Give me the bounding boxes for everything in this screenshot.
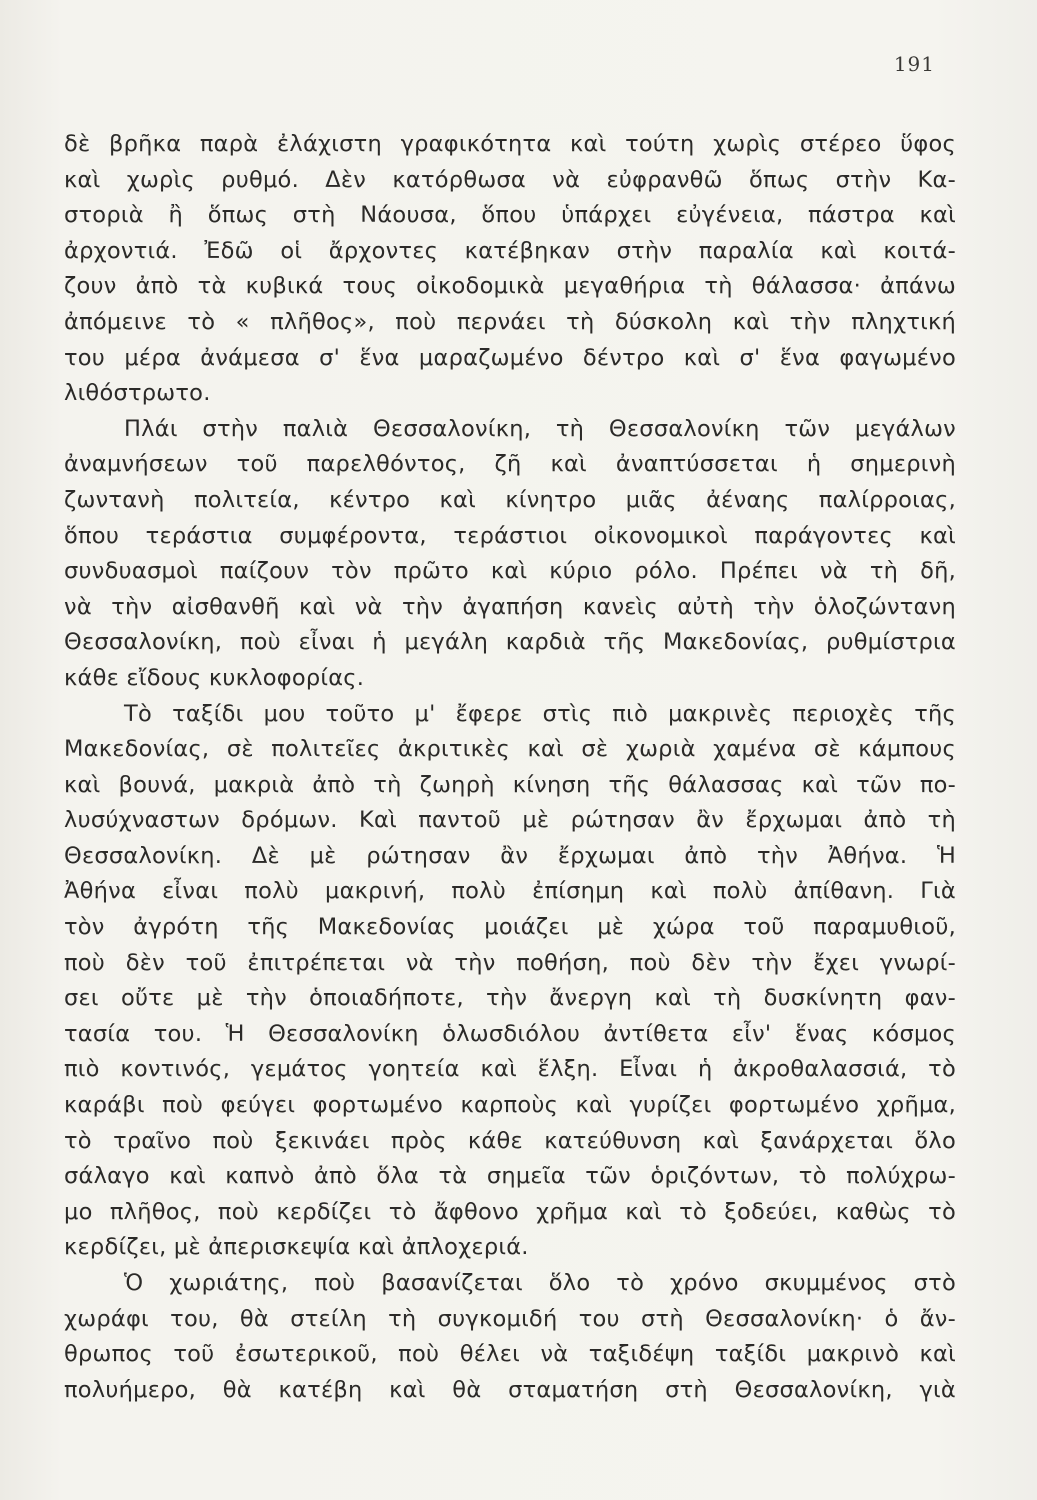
text-line: πολυήμερο, θὰ κατέβη καὶ θὰ σταματήση στὴ Θεσσαλονίκη, γιὰ: [64, 1376, 956, 1403]
text-line: Θεσσαλονίκη, ποὺ εἶναι ἡ μεγάλη καρδιὰ τῆς Μακεδονίας, ρυθμίστρια: [64, 629, 956, 656]
text-line: λιθόστρωτο.: [64, 380, 211, 407]
text-line: στοριὰ ἢ ὅπως στὴ Νάουσα, ὅπου ὑπάρχει εὐγένεια, πάστρα καὶ: [64, 202, 956, 229]
text-line: ἀρχοντιά. Ἐδῶ οἱ ἄρχοντες κατέβηκαν στὴν παραλία καὶ κοιτά-: [64, 237, 956, 264]
text-line: κάθε εἴδους κυκλοφορίας.: [64, 664, 365, 691]
text-line: θρωπος τοῦ ἐσωτερικοῦ, ποὺ θέλει νὰ ταξιδέψη ταξίδι μακρινὸ καὶ: [64, 1341, 956, 1368]
text-line: καὶ χωρὶς ρυθμό. Δὲν κατόρθωσα νὰ εὐφρανθῶ ὅπως στὴν Κα-: [64, 166, 956, 193]
text-line: ζουν ἀπὸ τὰ κυβικά τους οἰκοδομικὰ μεγαθήρια τὴ θάλασσα· ἀπάνω: [64, 273, 956, 300]
text-line: ποὺ δὲν τοῦ ἐπιτρέπεται νὰ τὴν ποθήση, ποὺ δὲν τὴν ἔχει γνωρί-: [64, 949, 956, 976]
text-line: νὰ τὴν αἰσθανθῆ καὶ νὰ τὴν ἀγαπήση κανεὶς αὐτὴ τὴν ὁλοζώντανη: [64, 593, 956, 620]
text-line: Πλάι στὴν παλιὰ Θεσσαλονίκη, τὴ Θεσσαλονίκη τῶν μεγάλων: [124, 415, 956, 442]
text-line: συνδυασμοὶ παίζουν τὸν πρῶτο καὶ κύριο ρόλο. Πρέπει νὰ τὴ δῆ,: [64, 558, 956, 585]
body-text: [64, 127, 956, 1408]
text-line: καράβι ποὺ φεύγει φορτωμένο καρποὺς καὶ γυρίζει φορτωμένο χρῆμα,: [64, 1092, 956, 1119]
text-line: σει οὔτε μὲ τὴν ὁποιαδήποτε, τὴν ἄνεργη καὶ τὴ δυσκίνητη φαν-: [64, 985, 956, 1012]
text-line: ἀπόμεινε τὸ « πλῆθος», ποὺ περνάει τὴ δύσκολη καὶ τὴν πληχτική: [64, 308, 956, 335]
text-line: λυσύχναστων δρόμων. Καὶ παντοῦ μὲ ρώτησαν ἂν ἔρχωμαι ἀπὸ τὴ: [64, 807, 956, 834]
text-line: τὸ τραῖνο ποὺ ξεκινάει πρὸς κάθε κατεύθυνση καὶ ξανάρχεται ὅλο: [64, 1127, 956, 1154]
text-line: χωράφι του, θὰ στείλη τὴ συγκομιδή του στὴ Θεσσαλονίκη· ὁ ἄν-: [64, 1305, 956, 1332]
text-line: κερδίζει, μὲ ἀπερισκεψία καὶ ἀπλοχεριά.: [64, 1234, 529, 1261]
text-line: Τὸ ταξίδι μου τοῦτο μ' ἔφερε στὶς πιὸ μακρινὲς περιοχὲς τῆς: [124, 700, 956, 727]
text-line: ἀναμνήσεων τοῦ παρελθόντος, ζῆ καὶ ἀναπτύσσεται ἡ σημερινὴ: [64, 451, 956, 478]
paragraph: [64, 1266, 956, 1408]
text-line: Θεσσαλονίκη. Δὲ μὲ ρώτησαν ἂν ἔρχωμαι ἀπὸ τὴν Ἀθήνα. Ἡ: [64, 842, 956, 869]
paragraph: [64, 697, 956, 1267]
page-number: 191: [893, 52, 935, 76]
text-line: καὶ βουνά, μακριὰ ἀπὸ τὴ ζωηρὴ κίνηση τῆς θάλασσας καὶ τῶν πο-: [64, 771, 956, 798]
text-line: Μακεδονίας, σὲ πολιτεῖες ἀκριτικὲς καὶ σὲ χωριὰ χαμένα σὲ κάμπους: [64, 736, 956, 763]
paragraph: [64, 412, 956, 697]
text-line: Ὁ χωριάτης, ποὺ βασανίζεται ὅλο τὸ χρόνο σκυμμένος στὸ: [124, 1270, 956, 1296]
text-line: σάλαγο καὶ καπνὸ ἀπὸ ὅλα τὰ σημεῖα τῶν ὁριζόντων, τὸ πολύχρω-: [64, 1163, 956, 1190]
text-line: ζωντανὴ πολιτεία, κέντρο καὶ κίνητρο μιᾶς ἀέναης παλίρροιας,: [64, 486, 956, 513]
text-line: δὲ βρῆκα παρὰ ἐλάχιστη γραφικότητα καὶ τούτη χωρὶς στέρεο ὕφος: [64, 131, 956, 157]
text-line: Ἀθήνα εἶναι πολὺ μακρινή, πολὺ ἐπίσημη καὶ πολὺ ἀπίθανη. Γιὰ: [64, 878, 956, 905]
text-line: τασία του. Ἡ Θεσσαλονίκη ὁλωσδιόλου ἀντίθετα εἶν' ἕνας κόσμος: [64, 1020, 956, 1047]
text-line: μο πλῆθος, ποὺ κερδίζει τὸ ἄφθονο χρῆμα καὶ τὸ ξοδεύει, καθὼς τὸ: [64, 1198, 956, 1225]
text-line: ὅπου τεράστια συμφέροντα, τεράστιοι οἰκονομικοὶ παράγοντες καὶ: [64, 522, 956, 549]
paragraph: [64, 127, 956, 412]
text-line: πιὸ κοντινός, γεμάτος γοητεία καὶ ἕλξη. Εἶναι ἡ ἀκροθαλασσιά, τὸ: [64, 1056, 956, 1083]
text-line: τὸν ἀγρότη τῆς Μακεδονίας μοιάζει μὲ χώρα τοῦ παραμυθιοῦ,: [64, 914, 956, 941]
text-line: του μέρα ἀνάμεσα σ' ἕνα μαραζωμένο δέντρο καὶ σ' ἕνα φαγωμένο: [64, 344, 956, 371]
